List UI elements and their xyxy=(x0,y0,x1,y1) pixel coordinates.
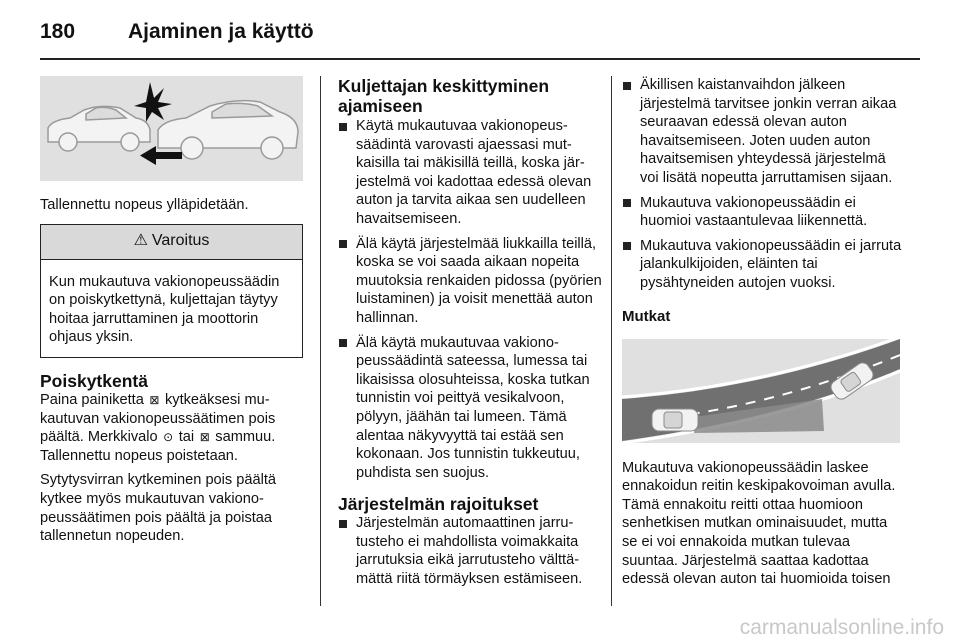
bullet-list-limitations xyxy=(338,514,603,588)
column-2 xyxy=(338,76,603,595)
column-divider-2 xyxy=(611,76,612,606)
list-item: Älä käytä järjestelmää liukkailla teillä, koska se voi saada aikaan nopeita muutoksia renkaiden pidossa (pyörien luistaminen) ja voisit menettää auton hallinnan. xyxy=(338,235,603,328)
list-item: Mukautuva vakionopeussäädin ei jarruta jalankulkijoiden, eläinten tai pysähtyneiden autojen vuoksi. xyxy=(622,237,902,293)
warning-box xyxy=(40,224,303,358)
watermark: carmanualsonline.info xyxy=(739,616,944,639)
column-divider-1 xyxy=(320,76,321,606)
list-item: Järjestelmän automaattinen jarrutusteho ei mahdollista voimakkaita jarrutuksia eikä jarrutusteho välttämättä riitä törmäyksen estämiseen. xyxy=(338,514,603,588)
section-title-driver-attention: Kuljettajan keskittyminen ajamiseen xyxy=(338,76,550,116)
adaptive-cruise-indicator-icon: ⊠ xyxy=(199,430,210,445)
section-title-limitations: Järjestelmän rajoitukset xyxy=(338,494,539,515)
p1-part-a: Paina painiketta xyxy=(40,391,144,408)
warning-triangle-icon: ⚠ xyxy=(133,232,148,250)
p1-part-c: tai xyxy=(178,429,195,446)
page-number: 180 xyxy=(40,20,76,43)
header-rule xyxy=(40,58,920,60)
list-item: Käytä mukautuvaa vakionopeussäädintä varovasti ajaessasi mutkaisilla tai mäkisillä teillä, koska järjestelmä voi kadottaa edessä olevan auton ja tarvita aikaa sen uudelleen havaitsemiseen. xyxy=(338,117,603,229)
warning-title: Varoitus xyxy=(151,232,210,250)
section-title-mutkat: Mutkat xyxy=(622,307,671,325)
cruise-indicator-icon: ⊙ xyxy=(163,430,174,445)
list-item: Äkillisen kaistanvaihdon jälkeen järjestelmä tarvitsee jonkin verran aikaa seuraavan edessä olevan auton havaitsemiseen. Joten uuden auton havaitsemisen yhteydessä järjestelmä voi lisätä nopeutta jarruttamisen sijaan. xyxy=(622,76,902,188)
p1-part-b: kytkeäksesi mu-kautuvan vakionopeussäätimen pois päältä. Merkkivalo xyxy=(40,391,276,446)
column-1 xyxy=(40,76,303,546)
page-header xyxy=(40,10,920,50)
column-3 xyxy=(622,76,902,589)
collision-star-icon xyxy=(134,82,172,122)
list-item: Mukautuva vakionopeussäädin ei huomioi vastaantulevaa liikennettä. xyxy=(622,194,902,231)
figure-caption: Tallennettu nopeus ylläpidetään. xyxy=(40,197,249,213)
paragraph-poiskytkenta xyxy=(40,391,303,465)
paragraph-ignition: Sytytysvirran kytkeminen pois päältä kytkee myös mukautuvan vakionopeussäätimen pois päältä ja poistaa tallennetun nopeuden. xyxy=(40,472,277,545)
cruise-button-icon: ⊠ xyxy=(149,392,160,407)
curve-road-illustration xyxy=(622,339,900,443)
arrow-left-icon xyxy=(140,146,182,165)
figure-curve-road xyxy=(622,339,900,443)
warning-header xyxy=(41,225,302,260)
section-title-poiskytkenta: Poiskytkentä xyxy=(40,370,148,391)
list-item: Älä käytä mukautuvaa vakionopeussäädintä sateessa, lumessa tai likaisissa olosuhteissa, koska tutkan tunnistin voi peittyä vesikalvoon, pölyyn, jäähän tai lumeen. Tämä alentaa näkyvyyttä tai estää sen kokonaan. Jos tunnistin tukkeutuu, puhdista sen suojus. xyxy=(338,334,603,483)
figure-cars-following xyxy=(40,76,303,181)
own-car-icon xyxy=(652,409,698,431)
bullet-list-attention xyxy=(338,117,603,482)
bullet-list-lane-change xyxy=(622,76,902,293)
warning-text: Kun mukautuva vakionopeussäädin on poiskytkettynä, kuljettajan täytyy hoitaa jarruttaminen ja moottorin ohjaus yksin. xyxy=(49,273,280,346)
cars-illustration xyxy=(40,76,303,181)
p1-part-d: sammuu. Tallennettu nopeus poistetaan. xyxy=(40,429,276,464)
paragraph-curves: Mukautuva vakionopeussäädin laskee ennakoidun reitin keskipakovoiman avulla. Tämä ennakoitu reitti ottaa huomioon senhetkisen mutkan ominaisuudet, mutta se ei voi ennakoida mutkan tulevaa suuntaa. Järjestelmä saattaa kadottaa edessä olevan auton tai huomioida toisen xyxy=(622,459,896,588)
page-title: Ajaminen ja käyttö xyxy=(128,20,314,43)
